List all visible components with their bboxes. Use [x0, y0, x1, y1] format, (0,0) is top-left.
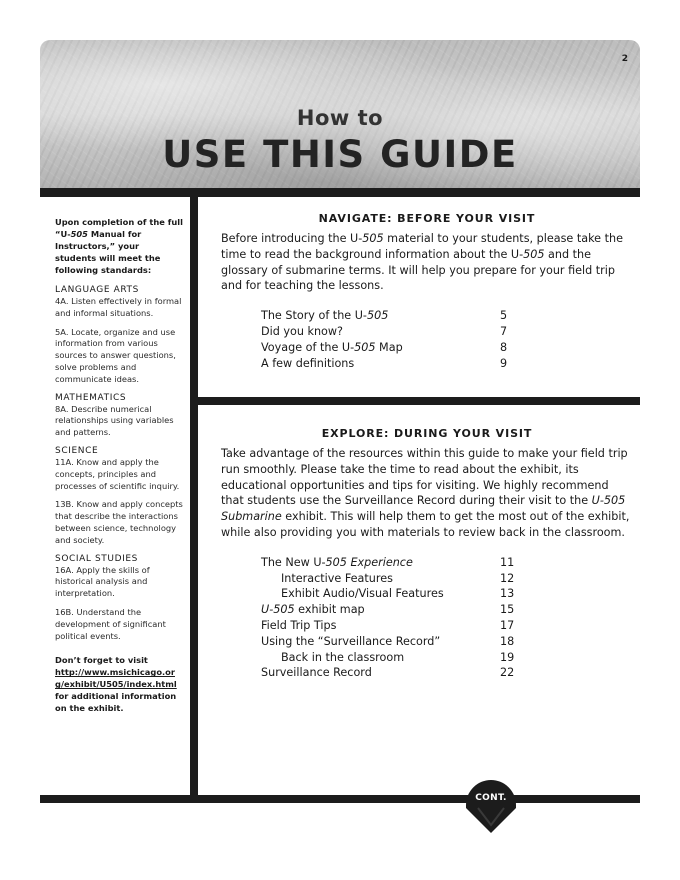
standard-code: 4A	[55, 296, 66, 306]
toc-page: 19	[500, 650, 515, 664]
standard-item	[55, 499, 183, 546]
continue-label: CONT.	[475, 793, 507, 803]
standard-text: . Describe numerical relationships using variables and patterns.	[55, 403, 174, 438]
footer-text-end: for additional information on the exhibit.	[55, 691, 177, 714]
navigate-toc	[221, 308, 633, 371]
standards-language-arts	[55, 285, 183, 386]
toc-label: The New U-505 Experience	[261, 555, 413, 569]
body-text: Take advantage of the resources within this guide to make your field trip run smoothly. Please take the time to read about the exhibit, its educational opportunities and tips for visiting. We highly recommend that students use the Surveillance Record during their visit to the	[221, 447, 628, 508]
standard-code: 16B	[55, 606, 72, 617]
toc-label: Interactive Features	[281, 571, 393, 585]
toc-row	[221, 308, 633, 324]
page-number: 2	[621, 54, 628, 64]
toc-row	[221, 555, 633, 571]
toc-label: Surveillance Record	[261, 666, 372, 680]
page-title-line2: USE THIS GUIDE	[162, 133, 518, 176]
toc-row	[221, 602, 633, 618]
navigate-title: NAVIGATE: BEFORE YOUR VISIT	[318, 212, 536, 225]
body-text: exhibit. This will help them to get the most out of the exhibit, while also providing you with materials to review back in the classroom.	[221, 510, 630, 539]
navigate-section	[221, 212, 633, 371]
standard-text: . Know and apply the concepts, principles and processes of scientific inquiry.	[55, 456, 180, 491]
sidebar-footer	[55, 654, 183, 714]
explore-title: EXPLORE: DURING YOUR VISIT	[321, 427, 533, 440]
toc-page: 12	[500, 571, 515, 585]
standard-item	[55, 607, 183, 642]
standards-heading: SCIENCE	[55, 445, 99, 456]
toc-page: 22	[500, 666, 515, 680]
divider-top	[40, 188, 640, 197]
page-title-line1: How to	[296, 106, 384, 130]
toc-label: U-505 exhibit map	[261, 603, 365, 617]
standard-text: . Locate, organize and use information from various sources to answer questions, solve problems and communicate ideas.	[55, 326, 176, 384]
toc-row	[221, 571, 633, 587]
standards-science	[55, 446, 183, 547]
standards-heading: SOCIAL STUDIES	[55, 553, 138, 564]
toc-label: Exhibit Audio/Visual Features	[281, 587, 444, 601]
toc-label: A few definitions	[261, 356, 355, 370]
toc-page: 15	[500, 603, 515, 617]
toc-row	[221, 356, 633, 372]
standards-heading: LANGUAGE ARTS	[55, 285, 139, 295]
toc-row	[221, 634, 633, 650]
explore-section	[221, 427, 633, 681]
body-text: Before introducing the U-	[221, 232, 363, 245]
standard-item	[55, 457, 183, 492]
standard-code: 16A	[55, 564, 72, 575]
standard-item	[55, 327, 183, 386]
divider-bottom	[40, 795, 640, 803]
body-italic: 505	[362, 232, 384, 245]
toc-row	[221, 324, 633, 340]
standard-text: . Understand the development of significant political events.	[55, 606, 166, 641]
toc-label: Field Trip Tips	[261, 618, 337, 632]
toc-page: 5	[500, 309, 508, 323]
exhibit-link[interactable]: http://www.msichicago.org/exhibit/U505/index.html	[55, 667, 177, 690]
toc-page: 7	[500, 324, 508, 338]
body-text: and the glossary of submarine terms. It will help you prepare for your field trip and for teaching the lessons.	[221, 247, 615, 293]
standards-mathematics	[55, 393, 183, 439]
toc-row	[221, 340, 633, 356]
standards-heading: MATHEMATICS	[55, 392, 127, 403]
standard-item	[55, 565, 183, 600]
explore-body	[221, 446, 633, 541]
toc-label: Voyage of the U-505 Map	[261, 340, 403, 354]
toc-label: Did you know?	[261, 324, 343, 338]
toc-page: 9	[500, 356, 508, 370]
toc-label: The Story of the U-505	[261, 309, 389, 323]
standards-social-studies	[55, 554, 183, 643]
toc-label: Using the “Surveillance Record”	[261, 634, 441, 648]
toc-page: 17	[500, 618, 515, 632]
standard-text: . Apply the skills of historical analysis and interpretation.	[55, 564, 150, 599]
continue-badge[interactable]	[464, 778, 518, 834]
standards-sidebar	[55, 216, 183, 723]
divider-middle	[198, 397, 640, 405]
standard-code: 5A	[55, 326, 66, 337]
toc-row	[221, 618, 633, 634]
standard-code: 13B	[55, 499, 72, 510]
explore-toc	[221, 555, 633, 681]
body-italic: U-505 Submarine	[221, 494, 626, 524]
toc-page: 8	[500, 340, 508, 354]
toc-row	[221, 650, 633, 666]
header-banner	[40, 40, 640, 188]
sidebar-intro-text: Upon completion of the full “U-	[55, 217, 183, 239]
toc-page: 13	[500, 587, 515, 601]
toc-label: Back in the classroom	[281, 650, 405, 664]
toc-row	[221, 586, 633, 602]
navigate-body	[221, 231, 633, 294]
body-text: material to your students, please take the time to read the background information about the U-	[221, 232, 623, 261]
standard-item	[55, 296, 183, 320]
standard-text: . Listen effectively in formal and informal situations.	[55, 296, 182, 318]
standard-item	[55, 404, 183, 439]
toc-row	[221, 665, 633, 681]
continue-arrow-icon	[464, 778, 518, 834]
standard-text: . Know and apply concepts that describe the interactions between science, technology and society.	[55, 499, 183, 545]
toc-page: 18	[500, 634, 515, 648]
body-italic: 505	[523, 247, 545, 261]
divider-vertical	[190, 197, 198, 797]
sidebar-intro	[55, 216, 183, 276]
toc-page: 11	[500, 555, 515, 569]
sidebar-intro-text-end: Manual for Instructors,” your students will meet the following standards:	[55, 229, 161, 275]
standard-code: 8A	[55, 403, 66, 414]
footer-text: Don’t forget to visit	[55, 655, 148, 666]
sidebar-intro-italic: 505	[70, 229, 88, 239]
standard-code: 11A	[55, 456, 72, 467]
